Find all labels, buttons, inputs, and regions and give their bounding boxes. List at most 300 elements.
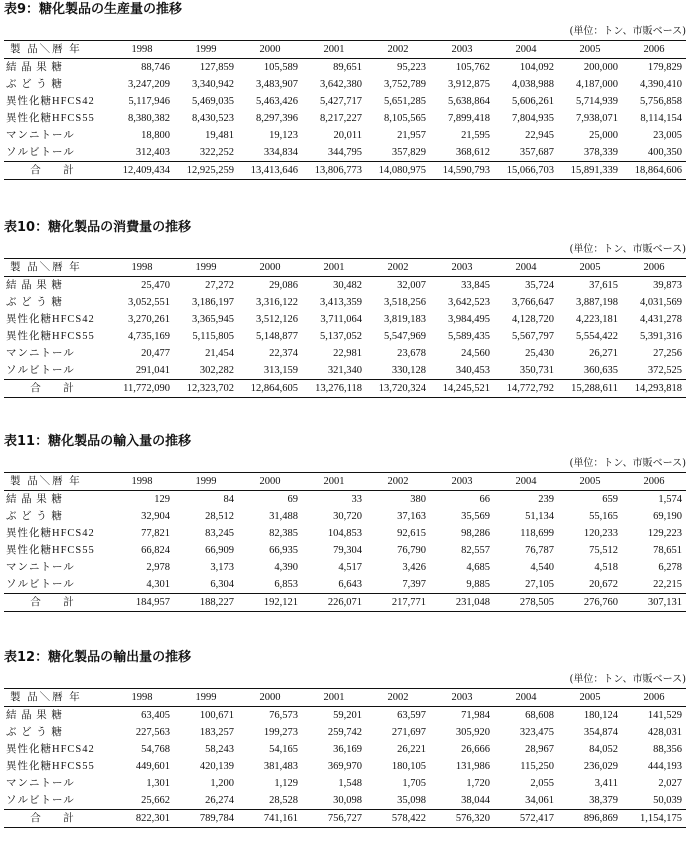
table-cell: 58,243 <box>205 744 234 755</box>
table-cell: 14,293,818 <box>634 383 682 394</box>
table-cell: 323,475 <box>519 727 554 738</box>
column-header-year: 2000 <box>259 44 281 55</box>
column-header-year: 2003 <box>451 692 473 703</box>
table-cell: 3,766,647 <box>512 297 554 308</box>
table-cell: 368,612 <box>455 147 490 158</box>
row-label: 異性化糖HFCS42 <box>6 314 95 325</box>
table-cell: 37,615 <box>589 280 618 291</box>
table-header-row <box>4 473 686 491</box>
table-cell: 92,615 <box>397 528 426 539</box>
table-cell: 360,635 <box>583 365 618 376</box>
table-cell: 4,735,169 <box>128 331 170 342</box>
column-header-year: 2001 <box>323 476 345 487</box>
table-cell: 21,454 <box>205 348 234 359</box>
table-cell: 66,909 <box>205 545 234 556</box>
table-cell: 291,041 <box>135 365 170 376</box>
table-cell: 100,671 <box>199 710 234 721</box>
row-label: 異性化糖HFCS55 <box>6 113 95 124</box>
table-cell: 26,271 <box>589 348 618 359</box>
table-cell: 104,853 <box>327 528 362 539</box>
table-header-row <box>4 689 686 707</box>
table-cell: 2,055 <box>530 778 554 789</box>
table-cell: 95,223 <box>397 62 426 73</box>
table-cell: 312,403 <box>135 147 170 158</box>
column-header-year: 2006 <box>643 692 665 703</box>
table-cell: 5,115,805 <box>192 331 234 342</box>
table-cell: 21,595 <box>461 130 490 141</box>
table-cell: 25,470 <box>141 280 170 291</box>
table-cell: 3,711,064 <box>320 314 362 325</box>
row-label: 合 計 <box>30 383 84 394</box>
column-header-year: 1998 <box>131 476 153 487</box>
table-cell: 180,124 <box>583 710 618 721</box>
table-cell: 32,904 <box>141 511 170 522</box>
table-title: 表11：糖化製品の輸入量の推移 <box>4 434 192 449</box>
table-cell: 37,163 <box>397 511 426 522</box>
table-cell: 23,005 <box>653 130 682 141</box>
table-cell: 378,339 <box>583 147 618 158</box>
table-cell: 28,967 <box>525 744 554 755</box>
table-cell: 63,405 <box>141 710 170 721</box>
table-cell: 13,806,773 <box>314 165 362 176</box>
table-cell: 3,173 <box>210 562 234 573</box>
column-header-year: 2003 <box>451 476 473 487</box>
table-cell: 8,217,227 <box>320 113 362 124</box>
column-header-year: 2004 <box>515 44 537 55</box>
table-cell: 9,885 <box>466 579 490 590</box>
column-header-year: 2006 <box>643 476 665 487</box>
table-cell: 66,935 <box>269 545 298 556</box>
table-cell: 129,223 <box>647 528 682 539</box>
table-cell: 105,762 <box>455 62 490 73</box>
row-label: 異性化糖HFCS55 <box>6 761 95 772</box>
table-cell: 188,227 <box>199 597 234 608</box>
table-cell: 71,984 <box>461 710 490 721</box>
row-label: 合 計 <box>30 813 84 824</box>
table-cell: 239 <box>538 494 554 505</box>
table-cell: 13,413,646 <box>250 165 298 176</box>
table-cell: 27,105 <box>525 579 554 590</box>
row-label: 異性化糖HFCS55 <box>6 331 95 342</box>
table-row <box>4 775 686 792</box>
table-cell: 20,011 <box>333 130 362 141</box>
row-label: ぶ ど う 糖 <box>6 511 63 522</box>
table-cell: 35,569 <box>461 511 490 522</box>
table-cell: 36,169 <box>333 744 362 755</box>
table-cell: 192,121 <box>263 597 298 608</box>
column-header-year: 2000 <box>259 476 281 487</box>
table-cell: 38,044 <box>461 795 490 806</box>
table-cell: 82,385 <box>269 528 298 539</box>
table-cell: 5,469,035 <box>192 96 234 107</box>
table-cell: 5,391,316 <box>640 331 682 342</box>
column-header-year: 2006 <box>643 262 665 273</box>
table-cell: 357,829 <box>391 147 426 158</box>
table-cell: 259,742 <box>327 727 362 738</box>
unit-note: (単位：トン、市販ベース) <box>569 458 686 469</box>
table-cell: 30,098 <box>333 795 362 806</box>
table-cell: 12,409,434 <box>122 165 170 176</box>
column-header-year: 2000 <box>259 692 281 703</box>
table-row <box>4 724 686 741</box>
table-cell: 302,282 <box>199 365 234 376</box>
row-label: 合 計 <box>30 165 84 176</box>
table-row <box>4 707 686 725</box>
table-cell: 21,957 <box>397 130 426 141</box>
column-header-year: 1999 <box>195 476 217 487</box>
table-cell: 25,662 <box>141 795 170 806</box>
table-cell: 313,159 <box>263 365 298 376</box>
table-cell: 4,540 <box>530 562 554 573</box>
table-cell: 4,518 <box>594 562 618 573</box>
table-cell: 120,233 <box>583 528 618 539</box>
table-cell: 1,301 <box>146 778 170 789</box>
table-cell: 428,031 <box>647 727 682 738</box>
table-row <box>4 576 686 594</box>
table-cell: 14,080,975 <box>378 165 426 176</box>
table-cell: 4,685 <box>466 562 490 573</box>
column-header-year: 2002 <box>387 692 409 703</box>
row-label: マンニトール <box>6 348 75 359</box>
table-cell: 1,200 <box>210 778 234 789</box>
table-cell: 22,215 <box>653 579 682 590</box>
column-header-year: 1998 <box>131 262 153 273</box>
table-cell: 3,365,945 <box>192 314 234 325</box>
table-cell: 76,573 <box>269 710 298 721</box>
column-header-year: 2001 <box>323 262 345 273</box>
table-cell: 659 <box>602 494 618 505</box>
data-table <box>4 688 686 828</box>
table-cell: 12,925,259 <box>186 165 234 176</box>
table-cell: 179,829 <box>647 62 682 73</box>
column-header-year: 2002 <box>387 476 409 487</box>
row-label: ソルビトール <box>6 365 75 376</box>
column-header-year: 2001 <box>323 44 345 55</box>
table-cell: 5,638,864 <box>448 96 490 107</box>
table-cell: 35,098 <box>397 795 426 806</box>
table-cell: 7,899,418 <box>448 113 490 124</box>
table-cell: 22,945 <box>525 130 554 141</box>
table-cell: 1,154,175 <box>640 813 682 824</box>
column-header-year: 2004 <box>515 262 537 273</box>
table-cell: 276,760 <box>583 597 618 608</box>
table-cell: 63,597 <box>397 710 426 721</box>
table-cell: 69,190 <box>653 511 682 522</box>
column-header-product-year: 製 品＼暦 年 <box>10 262 82 273</box>
row-label: ソルビトール <box>6 795 75 806</box>
table-cell: 83,245 <box>205 528 234 539</box>
table-cell: 76,790 <box>397 545 426 556</box>
table-cell: 3,426 <box>402 562 426 573</box>
column-header-year: 2005 <box>579 262 601 273</box>
row-label: マンニトール <box>6 778 75 789</box>
table-cell: 350,731 <box>519 365 554 376</box>
table-cell: 78,651 <box>653 545 682 556</box>
data-table <box>4 472 686 612</box>
table-cell: 3,340,942 <box>192 79 234 90</box>
table-cell: 3,413,359 <box>320 297 362 308</box>
table-cell: 22,374 <box>269 348 298 359</box>
table-cell: 3,052,551 <box>128 297 170 308</box>
table-cell: 3,411 <box>594 778 618 789</box>
table-cell: 3,247,209 <box>128 79 170 90</box>
table-cell: 8,380,382 <box>128 113 170 124</box>
table-cell: 14,772,792 <box>506 383 554 394</box>
table-cell: 11,772,090 <box>123 383 170 394</box>
column-header-product-year: 製 品＼暦 年 <box>10 476 82 487</box>
table-cell: 88,746 <box>141 62 170 73</box>
table-cell: 129 <box>154 494 170 505</box>
table-cell: 4,390 <box>274 562 298 573</box>
table-cell: 4,301 <box>146 579 170 590</box>
table-cell: 354,874 <box>583 727 618 738</box>
table-cell: 127,859 <box>199 62 234 73</box>
table-total-row <box>4 594 686 612</box>
table-cell: 98,286 <box>461 528 490 539</box>
column-header-product-year: 製 品＼暦 年 <box>10 44 82 55</box>
data-table <box>4 40 686 180</box>
table-cell: 789,784 <box>199 813 234 824</box>
table-cell: 23,678 <box>397 348 426 359</box>
table-cell: 184,957 <box>135 597 170 608</box>
table-cell: 756,727 <box>327 813 362 824</box>
table-cell: 18,864,606 <box>634 165 682 176</box>
table-row <box>4 741 686 758</box>
table-cell: 24,560 <box>461 348 490 359</box>
column-header-year: 1999 <box>195 262 217 273</box>
table-cell: 19,123 <box>269 130 298 141</box>
table-cell: 26,666 <box>461 744 490 755</box>
table-cell: 27,272 <box>205 280 234 291</box>
table-cell: 5,714,939 <box>576 96 618 107</box>
table-cell: 30,720 <box>333 511 362 522</box>
table-row <box>4 792 686 810</box>
column-header-year: 1998 <box>131 692 153 703</box>
column-header-year: 2005 <box>579 692 601 703</box>
table-cell: 5,756,858 <box>640 96 682 107</box>
row-label: 結 晶 果 糖 <box>6 710 63 721</box>
table-cell: 28,528 <box>269 795 298 806</box>
table-cell: 33 <box>351 494 362 505</box>
table-cell: 141,529 <box>647 710 682 721</box>
table-cell: 8,114,154 <box>640 113 682 124</box>
table-row <box>4 144 686 162</box>
table-cell: 131,986 <box>455 761 490 772</box>
table-cell: 217,771 <box>391 597 426 608</box>
table-cell: 6,853 <box>274 579 298 590</box>
column-header-year: 1999 <box>195 692 217 703</box>
table-row <box>4 542 686 559</box>
table-cell: 77,821 <box>141 528 170 539</box>
row-label: マンニトール <box>6 562 75 573</box>
table-header-row <box>4 259 686 277</box>
table-row <box>4 110 686 127</box>
table-cell: 5,148,877 <box>256 331 298 342</box>
table-cell: 20,672 <box>589 579 618 590</box>
table-cell: 4,431,278 <box>640 314 682 325</box>
row-label: 結 晶 果 糖 <box>6 280 63 291</box>
column-header-year: 1999 <box>195 44 217 55</box>
table-row <box>4 508 686 525</box>
table-cell: 400,350 <box>647 147 682 158</box>
table-cell: 576,320 <box>455 813 490 824</box>
table-cell: 104,092 <box>519 62 554 73</box>
table-row <box>4 93 686 110</box>
column-header-year: 2006 <box>643 44 665 55</box>
table-title: 表12：糖化製品の輸出量の推移 <box>4 650 192 665</box>
table-row <box>4 311 686 328</box>
table-total-row <box>4 162 686 180</box>
table-cell: 3,887,198 <box>576 297 618 308</box>
table-cell: 82,557 <box>461 545 490 556</box>
table-cell: 1,574 <box>658 494 682 505</box>
table-cell: 420,139 <box>199 761 234 772</box>
table-cell: 3,270,261 <box>128 314 170 325</box>
table-row <box>4 294 686 311</box>
table-cell: 3,642,380 <box>320 79 362 90</box>
table-cell: 27,256 <box>653 348 682 359</box>
table-cell: 357,687 <box>519 147 554 158</box>
table-row <box>4 559 686 576</box>
table-cell: 34,061 <box>525 795 554 806</box>
data-table <box>4 258 686 398</box>
table-row <box>4 491 686 509</box>
table-cell: 50,039 <box>653 795 682 806</box>
table-cell: 227,563 <box>135 727 170 738</box>
table-cell: 68,608 <box>525 710 554 721</box>
row-label: 異性化糖HFCS42 <box>6 96 95 107</box>
table-cell: 26,221 <box>397 744 426 755</box>
column-header-year: 2003 <box>451 44 473 55</box>
table-cell: 3,316,122 <box>256 297 298 308</box>
column-header-year: 2000 <box>259 262 281 273</box>
unit-note: (単位：トン、市販ベース) <box>569 244 686 255</box>
table-cell: 369,970 <box>327 761 362 772</box>
table-cell: 4,031,569 <box>640 297 682 308</box>
table-cell: 381,483 <box>263 761 298 772</box>
table-title: 表10：糖化製品の消費量の推移 <box>4 220 192 235</box>
column-header-year: 2004 <box>515 476 537 487</box>
table-cell: 25,430 <box>525 348 554 359</box>
column-header-year: 1998 <box>131 44 153 55</box>
table-cell: 822,301 <box>135 813 170 824</box>
table-cell: 20,477 <box>141 348 170 359</box>
table-cell: 5,463,426 <box>256 96 298 107</box>
table-cell: 5,606,261 <box>512 96 554 107</box>
table-cell: 30,482 <box>333 280 362 291</box>
table-cell: 444,193 <box>647 761 682 772</box>
table-cell: 31,488 <box>269 511 298 522</box>
table-cell: 2,027 <box>658 778 682 789</box>
table-cell: 12,864,605 <box>250 383 298 394</box>
table-cell: 59,201 <box>333 710 362 721</box>
table-cell: 5,427,717 <box>320 96 362 107</box>
table-cell: 5,547,969 <box>384 331 426 342</box>
table-cell: 12,323,702 <box>186 383 234 394</box>
column-header-product-year: 製 品＼暦 年 <box>10 692 82 703</box>
table-cell: 5,554,422 <box>576 331 618 342</box>
table-cell: 3,984,495 <box>448 314 490 325</box>
column-header-year: 2002 <box>387 262 409 273</box>
table-cell: 15,288,611 <box>571 383 618 394</box>
table-cell: 14,245,521 <box>442 383 490 394</box>
table-cell: 236,029 <box>583 761 618 772</box>
table-cell: 15,066,703 <box>506 165 554 176</box>
row-label: 異性化糖HFCS55 <box>6 545 95 556</box>
table-cell: 13,276,118 <box>315 383 362 394</box>
table-cell: 8,105,565 <box>384 113 426 124</box>
table-cell: 26,274 <box>205 795 234 806</box>
table-row <box>4 328 686 345</box>
column-header-year: 2004 <box>515 692 537 703</box>
table-cell: 305,920 <box>455 727 490 738</box>
table-cell: 4,223,181 <box>576 314 618 325</box>
table-cell: 1,720 <box>466 778 490 789</box>
table-cell: 13,720,324 <box>378 383 426 394</box>
row-label: ぶ ど う 糖 <box>6 297 63 308</box>
table-row <box>4 345 686 362</box>
table-cell: 307,131 <box>647 597 682 608</box>
table-row <box>4 525 686 542</box>
table-cell: 6,278 <box>658 562 682 573</box>
table-cell: 32,007 <box>397 280 426 291</box>
row-label: ソルビトール <box>6 147 75 158</box>
table-cell: 4,517 <box>338 562 362 573</box>
table-cell: 51,134 <box>525 511 554 522</box>
table-cell: 88,356 <box>653 744 682 755</box>
table-cell: 226,071 <box>327 597 362 608</box>
table-cell: 5,567,797 <box>512 331 554 342</box>
table-cell: 7,804,935 <box>512 113 554 124</box>
table-row <box>4 76 686 93</box>
column-header-year: 2005 <box>579 476 601 487</box>
table-cell: 3,186,197 <box>192 297 234 308</box>
table-cell: 22,981 <box>333 348 362 359</box>
row-label: ぶ ど う 糖 <box>6 79 63 90</box>
table-cell: 1,129 <box>274 778 298 789</box>
table-cell: 29,086 <box>269 280 298 291</box>
table-row <box>4 277 686 295</box>
row-label: 合 計 <box>30 597 84 608</box>
table-cell: 75,512 <box>589 545 618 556</box>
table-cell: 4,128,720 <box>512 314 554 325</box>
table-cell: 84 <box>223 494 234 505</box>
table-cell: 76,787 <box>525 545 554 556</box>
table-cell: 1,548 <box>338 778 362 789</box>
table-row <box>4 127 686 144</box>
table-cell: 3,483,907 <box>256 79 298 90</box>
table-cell: 578,422 <box>391 813 426 824</box>
table-cell: 6,643 <box>338 579 362 590</box>
table-cell: 2,978 <box>146 562 170 573</box>
table-cell: 19,481 <box>205 130 234 141</box>
table-cell: 3,752,789 <box>384 79 426 90</box>
table-cell: 8,297,396 <box>256 113 298 124</box>
table-cell: 5,651,285 <box>384 96 426 107</box>
column-header-year: 2005 <box>579 44 601 55</box>
table-cell: 6,304 <box>210 579 234 590</box>
table-cell: 3,642,523 <box>448 297 490 308</box>
table-cell: 271,697 <box>391 727 426 738</box>
table-cell: 372,525 <box>647 365 682 376</box>
table-cell: 572,417 <box>519 813 554 824</box>
table-cell: 380 <box>410 494 426 505</box>
table-cell: 183,257 <box>199 727 234 738</box>
table-cell: 199,273 <box>263 727 298 738</box>
table-cell: 14,590,793 <box>442 165 490 176</box>
table-total-row <box>4 810 686 828</box>
table-cell: 5,137,052 <box>320 331 362 342</box>
